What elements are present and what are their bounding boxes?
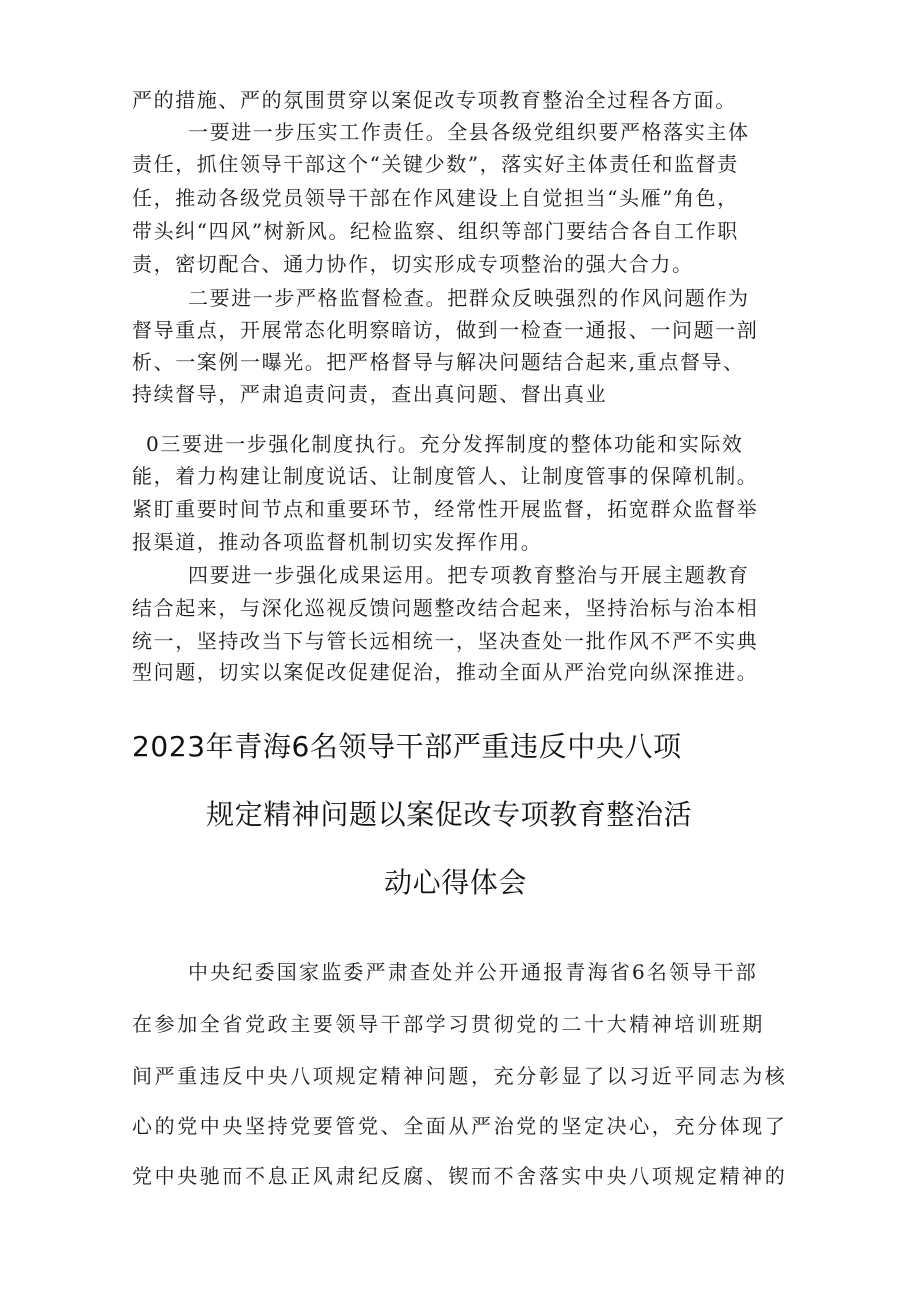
- text-line: 责任，抓住领导干部这个“关键少数”，落实好主体责任和监督责: [132, 152, 739, 176]
- text-line: 型问题，切实以案促改促建促治，推动全面从严治党向纵深推进。: [132, 660, 759, 684]
- text-line: 督导重点，开展常态化明察暗访，做到一检查一通报、一问题一剖: [132, 318, 759, 342]
- text-line: 紧盯重要时间节点和重要环节，经常性开展监督，拓宽群众监督举: [132, 497, 759, 521]
- paragraph-first-line: 0三要进一步强化制度执行。充分发挥制度的整体功能和实际效: [146, 432, 744, 456]
- text-line: 持续督导，严肃追责问责，查出真问题、督出真业: [132, 382, 608, 406]
- text-line: 统一，坚持改当下与管长远相统一，坚决查处一批作风不严不实典: [132, 629, 759, 653]
- article-title-line: 规定精神问题以案促改专项教育整治活: [206, 798, 693, 831]
- text-line: 带头纠“四风”树新风。纪检监察、组织等部门要结合各自工作职: [132, 219, 739, 243]
- text-line: 能，着力构建让制度说话、让制度管人、让制度管事的保障机制。: [132, 464, 759, 488]
- text-line: 析、一案例一曝光。把严格督导与解决问题结合起来,重点督导、: [132, 350, 745, 374]
- text-line: 任，推动各级党员领导干部在作风建设上自觉担当“头雁”角色，: [132, 186, 739, 210]
- text-line: 报渠道，推动各项监督机制切实发挥作用。: [132, 530, 543, 554]
- text-line: 严的措施、严的氛围贯穿以案促改专项教育整治全过程各方面。: [132, 88, 737, 112]
- article-title-line: 动心得体会: [384, 866, 528, 899]
- article-title-line: 2023年青海6名领导干部严重违反中央八项: [132, 730, 682, 763]
- paragraph-first-line: 二要进一步严格监督检查。把群众反映强烈的作风问题作为: [188, 286, 750, 310]
- paragraph-first-line: 四要进一步强化成果运用。把专项教育整治与开展主题教育: [188, 563, 750, 587]
- text-line: 间严重违反中央八项规定精神问题，充分彰显了以习近平同志为核: [132, 1064, 788, 1088]
- paragraph-first-line: 一要进一步压实工作责任。全县各级党组织要严格落实主体: [188, 120, 750, 144]
- text-line: 在参加全省党政主要领导干部学习贯彻党的二十大精神培训班期: [132, 1012, 765, 1036]
- text-line: 党中央驰而不息正风肃纪反腐、锲而不舍落实中央八项规定精神的: [132, 1164, 788, 1188]
- paragraph-first-line: 中央纪委国家监委严肃查处并公开通报青海省6名领导干部: [188, 960, 758, 984]
- text-line: 责，密切配合、通力协作，切实形成专项整治的强大合力。: [132, 252, 694, 276]
- text-line: 结合起来，与深化巡视反馈问题整改结合起来，坚持治标与治本相: [132, 596, 759, 620]
- text-line: 心的党中央坚持党要管党、全面从严治党的坚定决心，充分体现了: [132, 1114, 788, 1138]
